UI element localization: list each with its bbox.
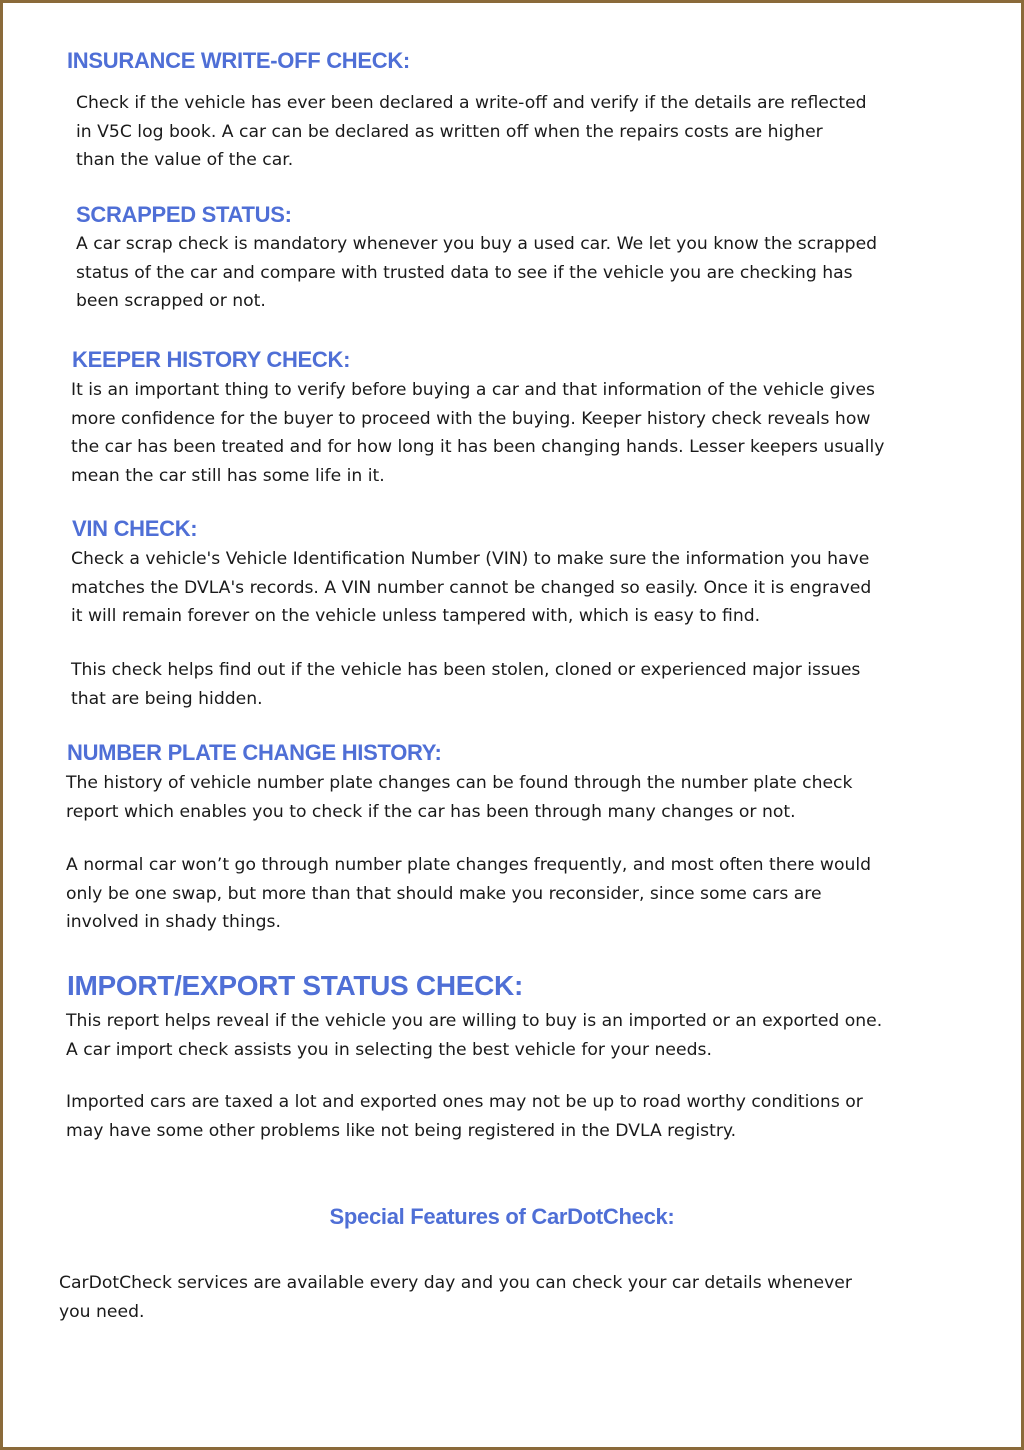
import-export-text: This report helps reveal if the vehicle you are willing to buy is an imported or an exported one. A car import check assists you in selecting the best vehicle for your needs. xyxy=(66,1011,883,1060)
vin-check-text: Check a vehicle's Vehicle Identification Number (VIN) to make sure the information you have matches the DVLA's records. A VIN number cannot be changed so easily. Once it is engraved it will remain forever on the vehicle unless tampered with, which is easy to find. xyxy=(71,549,872,626)
vin-check-heading: VIN CHECK: xyxy=(72,516,198,541)
insurance-writeoff-heading: INSURANCE WRITE-OFF CHECK: xyxy=(67,48,410,73)
insurance-writeoff-text: Check if the vehicle has ever been declared a write-off and verify if the details are reflected in V5C log book. A car can be declared as written off when the repairs costs are higher than the value of the car. xyxy=(76,93,867,170)
plate-history-text: The history of vehicle number plate changes can be found through the number plate check report which enables you to check if the car has been through many changes or not. xyxy=(66,773,853,822)
scrapped-status-text: A car scrap check is mandatory whenever you buy a used car. We let you know the scrapped status of the car and compare with trusted data to see if the vehicle you are checking has been scrapped or not. xyxy=(76,234,878,311)
scrapped-status-heading: SCRAPPED STATUS: xyxy=(76,202,292,227)
vin-check-text-2: This check helps find out if the vehicle has been stolen, cloned or experienced major issues that are being hidden. xyxy=(71,660,861,709)
keeper-history-heading: KEEPER HISTORY CHECK: xyxy=(72,347,351,372)
import-export-text-2: Imported cars are taxed a lot and exported ones may not be up to road worthy conditions or may have some other problems like not being registered in the DVLA registry. xyxy=(66,1092,863,1141)
special-features-heading: Special Features of CarDotCheck: xyxy=(329,1204,675,1229)
plate-history-heading: NUMBER PLATE CHANGE HISTORY: xyxy=(67,740,442,765)
special-features-text: CarDotCheck services are available every day and you can check your car details whenever you need. xyxy=(59,1273,852,1322)
plate-history-text-2: A normal car won’t go through number plate changes frequently, and most often there would only be one swap, but more than that should make you reconsider, since some cars are involved in shady things. xyxy=(66,855,872,932)
import-export-heading: IMPORT/EXPORT STATUS CHECK: xyxy=(67,970,523,1001)
keeper-history-text: It is an important thing to verify before buying a car and that information of the vehicle gives more confidence for the buyer to proceed with the buying. Keeper history check reveals how the car has been treated and for how long it has been changing hands. Lesser keepers usually mean the car still has some life in it. xyxy=(71,380,885,486)
